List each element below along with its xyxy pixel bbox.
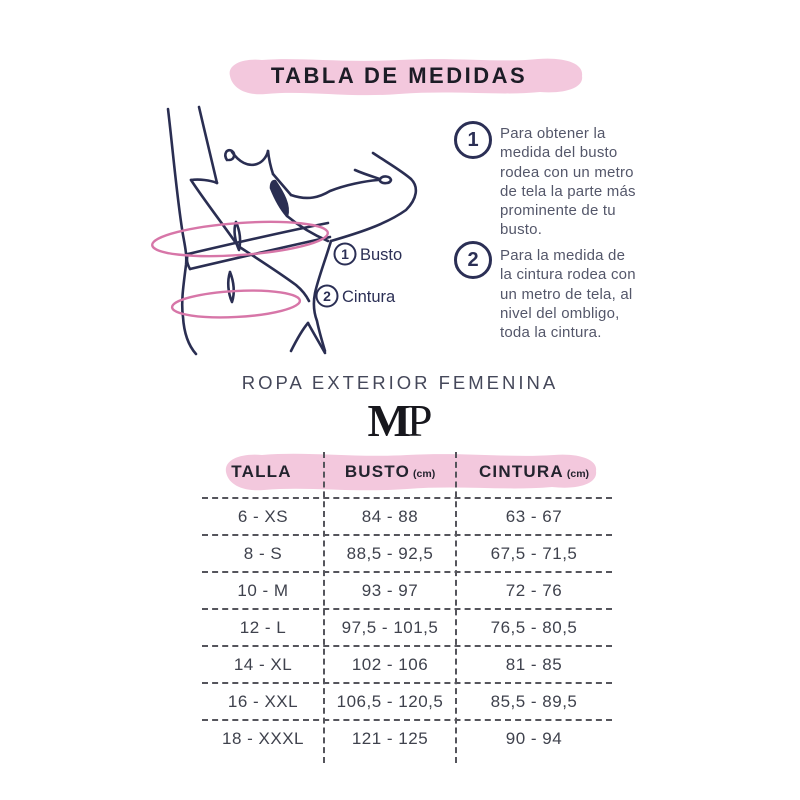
table-row	[202, 719, 612, 756]
torso-line-art	[140, 103, 450, 361]
cell-busto: 88,5 - 92,5	[346, 543, 434, 563]
logo-letter-m: M	[367, 395, 411, 446]
neck-line	[268, 151, 273, 174]
measurement-figure	[140, 103, 450, 361]
column-header-talla: TALLA	[231, 461, 292, 481]
hand-fingers	[355, 170, 380, 179]
instruction-2-text: Para la medida de la cintura rodea con un metro de tela, al nivel del ombligo, toda la cintura.	[500, 247, 636, 342]
table-row	[202, 645, 612, 682]
cell-cintura: 76,5 - 80,5	[490, 617, 578, 637]
table-body	[202, 497, 612, 756]
instruction-1-text: Para obtener la medida del busto rodea con un metro de tela la parte más prominente de tu busto.	[500, 125, 636, 239]
cell-busto: 84 - 88	[361, 506, 419, 526]
cell-cintura: 90 - 94	[505, 728, 563, 748]
hand-loop	[380, 176, 391, 183]
busto-number: 1	[341, 246, 349, 262]
cell-talla: 14 - XL	[233, 654, 293, 674]
column-header-busto: BUSTO (cm)	[344, 461, 436, 481]
elbow-upper-arm	[331, 179, 416, 241]
cell-busto: 121 - 125	[351, 728, 429, 748]
table-row	[202, 682, 612, 719]
cell-busto: 97,5 - 101,5	[341, 617, 439, 637]
cintura-label: Cintura	[342, 288, 396, 306]
cell-busto: 93 - 97	[361, 580, 419, 600]
cell-talla: 8 - S	[243, 543, 283, 563]
brand-logo	[0, 395, 800, 446]
jaw-line	[232, 151, 268, 165]
cell-cintura: 67,5 - 71,5	[490, 543, 578, 563]
left-arm-inner	[199, 107, 217, 183]
column-divider-2	[455, 452, 457, 763]
tie-lower	[228, 272, 233, 302]
cell-cintura: 63 - 67	[505, 506, 563, 526]
table-row	[202, 534, 612, 571]
table-row	[202, 608, 612, 645]
cell-busto: 102 - 106	[351, 654, 429, 674]
busto-label: Busto	[360, 246, 403, 264]
page-title: TABLA DE MEDIDAS	[270, 63, 528, 88]
cell-talla: 18 - XXXL	[222, 728, 304, 748]
band-top	[188, 223, 328, 254]
instruction-1-number-text: 1	[467, 128, 479, 151]
left-cup-top	[191, 180, 217, 183]
cell-talla: 16 - XXL	[227, 691, 299, 711]
instruction-1-number	[454, 121, 492, 159]
waist-measure-ellipse	[171, 288, 300, 321]
instruction-2-number	[454, 241, 492, 279]
upper-arm-top	[291, 180, 378, 198]
column-divider-1	[323, 452, 325, 763]
cell-talla: 10 - M	[237, 580, 289, 600]
cell-talla: 12 - L	[239, 617, 287, 637]
cell-busto: 106,5 - 120,5	[336, 691, 444, 711]
section-title: ROPA EXTERIOR FEMENINA	[241, 372, 559, 393]
left-cup-edge	[191, 180, 238, 246]
size-table	[202, 449, 612, 774]
column-header-cintura: CINTURA (cm)	[478, 461, 590, 481]
logo-letter-p: P	[406, 395, 433, 446]
cell-talla: 6 - XS	[237, 506, 289, 526]
forearm-top	[373, 153, 411, 179]
table-row	[202, 497, 612, 534]
instruction-2-number-text: 2	[467, 248, 479, 271]
diagram-labels	[317, 244, 403, 307]
title-band	[200, 54, 598, 98]
cell-cintura: 85,5 - 89,5	[490, 691, 578, 711]
hip-v-left	[291, 323, 308, 351]
cell-cintura: 72 - 76	[505, 580, 563, 600]
table-row	[202, 571, 612, 608]
table-header	[202, 449, 612, 494]
cell-cintura: 81 - 85	[505, 654, 563, 674]
cintura-number: 2	[323, 288, 331, 304]
